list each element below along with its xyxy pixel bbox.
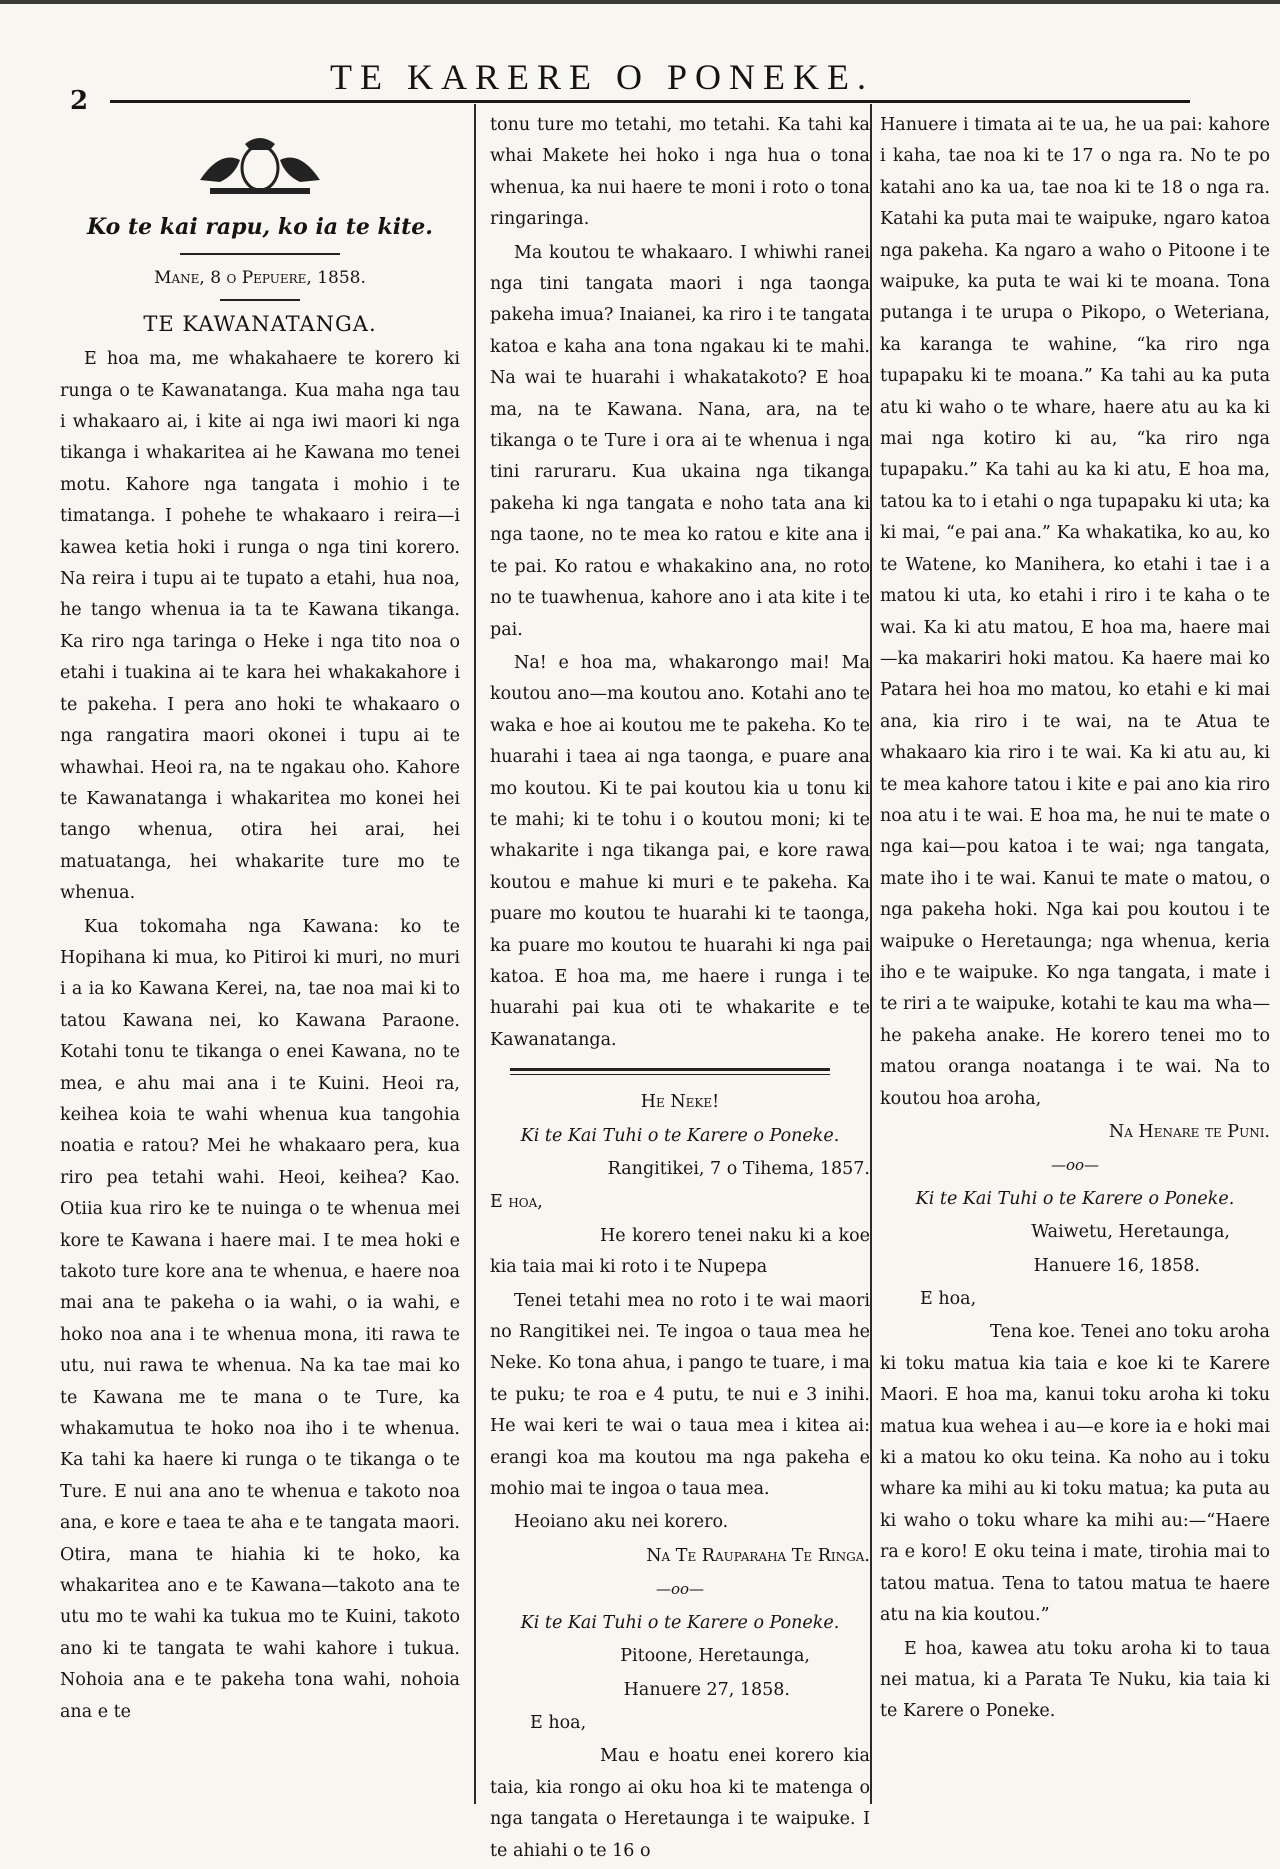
article-paragraph: Kua tokomaha nga Kawana: ko te Hopihana ki mua, ko Pitiroi ki muri, no muri i a ia ko Kawana Kerei, na, tae noa mai ki to tatou Kawana nei, ko Kawana Paraone. Kotahi tonu te tikanga o enei Kawana, no te mea, e ahu mai ana i te Kuini. Heoi ra, keihea koia te wahi whenua kua tangohia noatia e ratou? Mei he whakaaro pera, kua riro pea tetahi wahi. Heoi, keihea? Kao. Otiia kua riro ke te nuinga o te whenua mei kore te Kawana i haere mai. I te mea hoki e takoto ture kore ana te whenua, e haere noa mai ana te pakeha o ia wahi, o ia wahi, e hoko noa ana i te whenua mona, iti rawa te utu, nui rawa te whenua. Na ka tae mai ko te Kawana me te mana o te Ture, ka whakamutua te hoko noa iho i te whenua. Ka tahi ka haere ki runga o te tikanga o te Ture. E nui ana ano te whenua e takoto noa ana, e kore e taea te aha e te tangata maori. Otira, mana te hiahia ki te hoko, ka whakaritea ano e te Kawana—takoto ana te utu mo te wahi ka tukua mo te Kuini, takoto ano ki te tangata te wahi kahore i tukua. Nohoia ana e te pakeha tona wahi, nohoia ana e te — [60, 916, 460, 1722]
letter-paragraph: Heoiano aku nei korero. — [514, 1512, 729, 1533]
letter-signature: Na Te Rauparaha Te Ringa. — [646, 1545, 870, 1566]
letter-greeting: E hoa, — [490, 1192, 543, 1213]
royal-crest-icon — [190, 130, 330, 200]
letter-addressee: Ki te Kai Tuhi o te Karere o Poneke. — [915, 1188, 1235, 1209]
letter-signature: Na Henare te Puni. — [1108, 1122, 1270, 1142]
article-paragraph: tonu ture mo tetahi, mo tetahi. Ka tahi ka whai Makete hei hoko i nga hua o tona whenua, ka nui haere te moni i roto o tona ringaringa. — [490, 115, 870, 230]
letter-paragraph: Tena koe. Tenei ano toku aroha ki toku matua kia taia e koe ki te Karere Maori. E hoa ma, kanui toku aroha ki toku matua kua wehea i au—e kore ia e hoki mai ki a matou ko oku teina. Ka noho au i toku whare ka mihi au ki toku matua; ka puta au ki waho o toku whare ka mihi au:—“Haere ra e koro! E oku teina i mate, tirohia mai to tatou matua. Tena to tatou matua te haere atu na kia koutou.” — [880, 1322, 1270, 1626]
letter-greeting: E hoa, — [920, 1289, 977, 1310]
letter-place: Pitoone, Heretaunga, — [620, 1646, 810, 1667]
section-divider — [510, 1068, 830, 1075]
separator: —oo— — [655, 1580, 705, 1599]
column-rule-1 — [474, 104, 476, 1804]
page-number: 2 — [70, 86, 89, 116]
letter-date: Hanuere 27, 1858. — [623, 1679, 790, 1700]
motto: Ko te kai rapu, ko ia te kite. — [87, 214, 433, 240]
separator: —oo— — [1050, 1156, 1100, 1175]
letter-place-date: Rangitikei, 7 o Tihema, 1857. — [607, 1159, 870, 1179]
letter-date: Hanuere 16, 1858. — [1033, 1255, 1200, 1276]
letter-greeting: E hoa, — [530, 1712, 587, 1733]
article-paragraph: Na! e hoa ma, whakarongo mai! Ma koutou ano—ma koutou ano. Kotahi ano te waka e hoe ai koutou me te pakeha. Ko te huarahi i taea ai nga taonga, e puare ana mo koutou. Ki te pai koutou kia u tonu ki te mahi; ki te tohu i o koutou moni; ki te whakarite i nga tikanga pai, e kore rawa koutou e mahue ki muri e te pakeha. Ka puare mo koutou te huarahi ki te taonga, ka puare mo koutou te huarahi ki nga pai katoa. E hoa ma, me haere i runga i te huarahi pai kua oti te whakarite e te Kawanatanga. — [490, 652, 870, 1050]
column-3 — [880, 110, 1270, 1730]
letter-addressee: Ki te Kai Tuhi o te Karere o Poneke. — [520, 1125, 840, 1146]
column-2 — [490, 110, 870, 1869]
article-paragraph: Ma koutou te whakaaro. I whiwhi ranei nga tini tangata maori i nga taonga pakeha imua? Inaianei, ka riro i te tangata katoa e kaha ana tona ngakau ki te mahi. Na wai te huarahi i whakatakoto? E hoa ma, na te Kawana. Nana, ara, na te tikanga o te Ture i ora ai te whenua i nga tini raruraru. Kua ukaina nga tikanga pakeha ki nga tangata e noho tata ana ki nga taone, no te mea ko ratou e kite ana i te pai. Ko ratou e whakakino ana, no roto no te tuawhenua, kahore ano i ata kite i te pai. — [490, 242, 870, 640]
article-paragraph: E hoa ma, me whakahaere te korero ki runga o te Kawanatanga. Kua maha nga tau i whakaaro ai, i kite ai nga iwi maori ki nga tikanga i whakaritea ai he Kawana mo tenei motu. Kahore nga tangata i mohio i te timatanga. I pohehe te whakaaro i reira—i kawea ketia hoki i runga o nga tini korero. Na reira i tupu ai te tupato a etahi, hua noa, he tango whenua ia ta te Kawana tikanga. Ka riro nga taringa o Heke i nga tito noa o etahi i tuakina ai te kara hei whakakahore i te pakeha. I pera ano hoki te whakaaro o nga rangatira maori okonei i tupu ai te whawhai. Heoi ra, na te ngakau oho. Kahore te Kawanatanga i whakaritea mo konei hei tango whenua, otira hei arai, hei matuatanga, hei whakarite ture mo te whenua. — [60, 349, 460, 904]
letter-paragraph: Tenei tetahi mea no roto i te wai maori no Rangitikei nei. Te ingoa o taua mea he Neke. Ko tona ahua, i pango te tuare, i ma te puku; te roa e 4 putu, te nui e 3 inihi. He wai keri te wai o taua mea i kitea ai: erangi koa ma koutou ma nga pakeha e mohio mai te ingoa o taua mea. — [490, 1290, 870, 1500]
letter-paragraph: He korero tenei naku ki a koe kia taia mai ki roto i te Nupepa — [490, 1225, 870, 1278]
motto-rule — [180, 253, 340, 255]
letter-place: Waiwetu, Heretaunga, — [1031, 1222, 1230, 1243]
top-border — [0, 0, 1280, 4]
letter-heading: He Neke! — [640, 1092, 720, 1113]
masthead: TE KARERE O PONEKE. — [330, 57, 874, 97]
header-rule — [110, 100, 1190, 103]
letter-addressee: Ki te Kai Tuhi o te Karere o Poneke. — [520, 1612, 840, 1633]
issue-date: Mane, 8 o Pepuere, 1858. — [154, 268, 366, 289]
letter-paragraph: Mau e hoatu enei korero kia taia, kia rongo ai oku hoa ki te matenga o nga tangata o Heretaunga i te waipuke. I te ahiahi o te 16 o — [490, 1746, 870, 1861]
letter-paragraph: Hanuere i timata ai te ua, he ua pai: kahore i kaha, tae noa ki te 17 o nga ra. No te po katahi ano ka ua, tae noa ki te 18 o nga ra. Katahi ka puta mai te waipuke, ngaro katoa nga pakeha. Ka ngaro a waho o Pitoone i te waipuke, ka puta te wai ki te moana. Tona putanga i te urupa o Pikopo, o Weteriana, ka karanga te wahine, “ka riro nga tupapaku ki te moana.” Ka tahi au ka puta atu ki waho o te whare, haere atu au ka ki mai nga kotiro ki au, “ka riro nga tupapaku.” Ka tahi au ka ki atu, E hoa ma, tatou ka to i etahi o nga tupapaku ki uta; ka ki mai, “e pai ana.” Ka whakatika, ko au, ko te Watene, ko Manihera, ko etahi i tae i a matou ki uta, ko etahi i riro i te kaha o te wai. Ka ki atu matou, E hoa ma, haere mai—ka makariri hoki matou. Ka haere mai ko Patara hei hoa mo matou, ko etahi e ki mai ana, kia riro i te wai, na te Atua te whakaaro kia riro i te wai. Ka ki atu au, ki te mea kahore tatou i kite e pai ano kia riro noa atu i te wai. E hoa ma, he nui te mate o nga kai—pou katoa i te wai; nga tangata, mate iho i te wai. Kanui te mate o matou, o nga pakeha hoki. Nga kai pou koutou i te waipuke o Heretaunga; nga whenua, keria iho e te waipuke. Ko nga tangata, i mate i te riri a te waipuke, kotahi te kau ma wha—he pakeha anake. He korero tenei mo to matou oranga noatanga i te wai. Na to koutou hoa aroha, — [880, 115, 1270, 1109]
column-1 — [60, 110, 460, 1730]
letter-paragraph: E hoa, kawea atu toku aroha ki to taua nei matua, ki a Parata Te Nuku, kia taia ki te Karere o Poneke. — [880, 1638, 1270, 1722]
article-title: TE KAWANATANGA. — [143, 311, 377, 336]
column-rule-2 — [870, 104, 872, 1804]
date-rule — [220, 299, 300, 301]
